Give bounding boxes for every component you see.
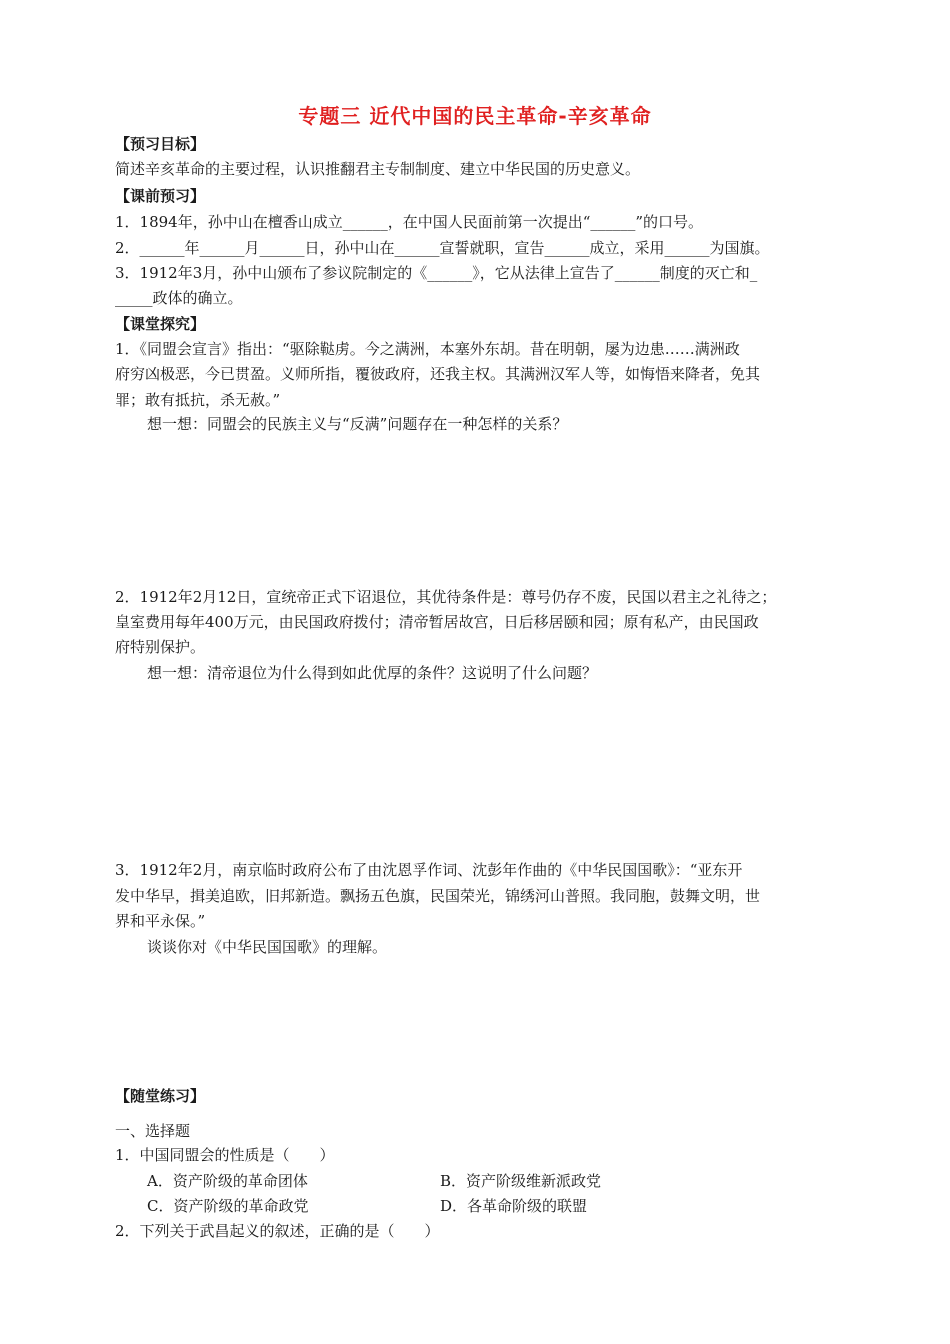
practice-q1-option-c: C．资产阶级的革命政党 xyxy=(147,1197,309,1215)
explore-q3-think: 谈谈你对《中华民国国歌》的理解。 xyxy=(147,938,388,956)
explore-q3-line-3: 界和平永保。” xyxy=(115,912,206,930)
practice-q1: 1．中国同盟会的性质是（ ） xyxy=(115,1146,335,1164)
explore-q2-line-2: 皇室费用每年400万元，由民国政府拨付；清帝暂居故宫，日后移居颐和园；原有私产，由民国政 xyxy=(115,613,759,631)
class-explore-heading: 【课堂探究】 xyxy=(115,315,206,333)
explore-q3-line-2: 发中华早，揖美追欧，旧邦新造。飘扬五色旗，民国荣光，锦绣河山普照。我同胞，鼓舞文明，世 xyxy=(115,887,761,905)
practice-q1-option-d: D．各革命阶级的联盟 xyxy=(440,1197,588,1215)
explore-q1-line-3: 罪；敢有抵抗，杀无赦。” xyxy=(115,391,281,409)
pre-class-heading: 【课前预习】 xyxy=(115,187,206,205)
practice-q1-option-a: A．资产阶级的革命团体 xyxy=(147,1172,308,1190)
practice-q1-option-b: B．资产阶级维新派政党 xyxy=(440,1172,602,1190)
explore-q1-line-1: 1．《同盟会宣言》指出：“驱除鞑虏。今之满洲，本塞外东胡。昔在明朝，屡为边患……满洲政 xyxy=(115,340,740,358)
explore-q3-line-1: 3．1912年2月，南京临时政府公布了由沈恩孚作词、沈彭年作曲的《中华民国国歌》：“亚东开 xyxy=(115,861,743,879)
explore-q2-think: 想一想：清帝退位为什么得到如此优厚的条件？这说明了什么问题？ xyxy=(147,664,598,682)
pre-class-line-3: 3．1912年3月，孙中山颁布了参议院制定的《______》，它从法律上宣告了______制度的灭亡和_ xyxy=(115,264,758,282)
preview-goal-heading: 【预习目标】 xyxy=(115,135,206,153)
practice-section-label: 一、选择题 xyxy=(115,1122,191,1140)
pre-class-line-4: _____政体的确立。 xyxy=(115,289,243,307)
practice-q2: 2．下列关于武昌起义的叙述，正确的是（ ） xyxy=(115,1222,440,1240)
pre-class-line-1: 1．1894年，孙中山在檀香山成立______，在中国人民面前第一次提出“______”的口号。 xyxy=(115,213,704,231)
practice-heading: 【随堂练习】 xyxy=(115,1087,206,1105)
explore-q2-line-3: 府特别保护。 xyxy=(115,638,206,656)
explore-q1-think: 想一想：同盟会的民族主义与“反满”问题存在一种怎样的关系？ xyxy=(147,415,568,433)
preview-goal-text: 简述辛亥革命的主要过程，认识推翻君主专制制度、建立中华民国的历史意义。 xyxy=(115,160,641,178)
explore-q2-line-1: 2．1912年2月12日，宣统帝正式下诏退位，其优待条件是：尊号仍存不废，民国以君主之礼待之； xyxy=(115,588,777,606)
explore-q1-line-2: 府穷凶极恶，今已贯盈。义师所指，覆彼政府，还我主权。其满洲汉军人等，如悔悟来降者，免其 xyxy=(115,365,761,383)
page-title: 专题三 近代中国的民主革命-辛亥革命 xyxy=(298,104,652,128)
pre-class-line-2: 2．______年______月______日，孙中山在______宣誓就职，宣告______成立，采用______为国旗。 xyxy=(115,239,770,257)
